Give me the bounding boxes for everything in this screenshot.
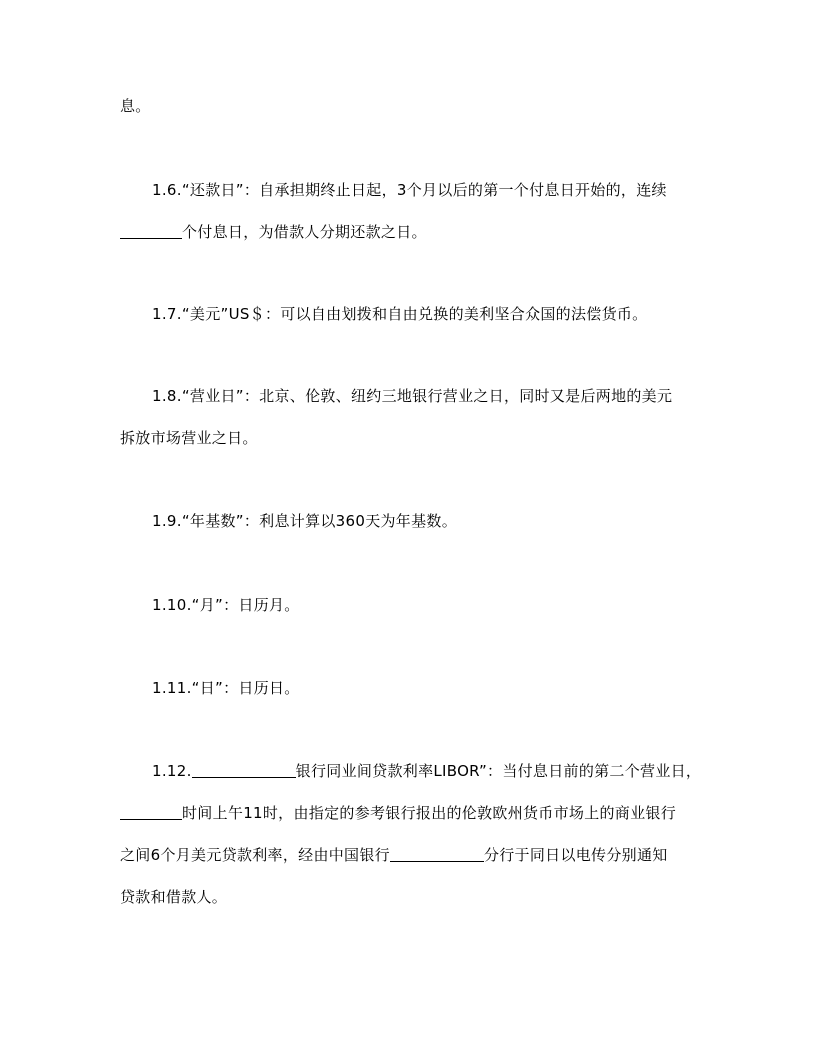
line-text: 之间6个月美元贷款利率，经由中国银行 (120, 846, 390, 864)
clause-1-12-line-3 (120, 845, 668, 865)
fill-in-blank (192, 763, 296, 778)
line-text: 1.8.“营业日”：北京、伦敦、纽约三地银行营业之日，同时又是后两地的美元 (152, 387, 673, 405)
line-text: 个付息日，为借款人分期还款之日。 (182, 223, 427, 241)
clause-1-6-line-2 (120, 222, 427, 242)
clause-1-8-line-1 (152, 386, 672, 406)
paragraph-continuation-line (120, 96, 151, 116)
line-text: 贷款和借款人。 (120, 888, 228, 906)
clause-1-9-line (152, 511, 457, 531)
line-text: 分行于同日以电传分别通知 (483, 846, 668, 864)
line-text: 1.10.“月”：日历月。 (152, 596, 300, 614)
line-text: 银行同业间贷款利率LIBOR”：当付息日前的第二个营业日， (295, 762, 702, 780)
clause-1-6-line-1 (152, 180, 667, 200)
line-text: 时间上午11时，由指定的参考银行报出的伦敦欧州货币市场上的商业银行 (182, 804, 676, 822)
line-text: 1.11.“日”：日历日。 (152, 679, 300, 697)
clause-1-8-line-2 (120, 428, 258, 448)
line-text: 1.6.“还款日”：自承担期终止日起，3个月以后的第一个付息日开始的，连续 (152, 181, 667, 199)
clause-1-7-line (152, 304, 647, 324)
clause-1-10-line (152, 595, 300, 615)
clause-1-12-line-1 (152, 761, 701, 781)
line-text: 1.12. (152, 762, 192, 780)
clause-1-12-line-4 (120, 887, 227, 907)
fill-in-blank (120, 224, 182, 239)
line-text: 息。 (120, 97, 151, 115)
fill-in-blank (120, 805, 182, 820)
clause-1-12-line-2 (120, 803, 676, 823)
line-text: 拆放市场营业之日。 (120, 429, 258, 447)
fill-in-blank (390, 847, 484, 862)
line-text: 1.9.“年基数”：利息计算以360天为年基数。 (152, 512, 457, 530)
line-text: 1.7.“美元”US＄：可以自由划拨和自由兑换的美利坚合众国的法偿货币。 (152, 305, 648, 323)
clause-1-11-line (152, 678, 300, 698)
